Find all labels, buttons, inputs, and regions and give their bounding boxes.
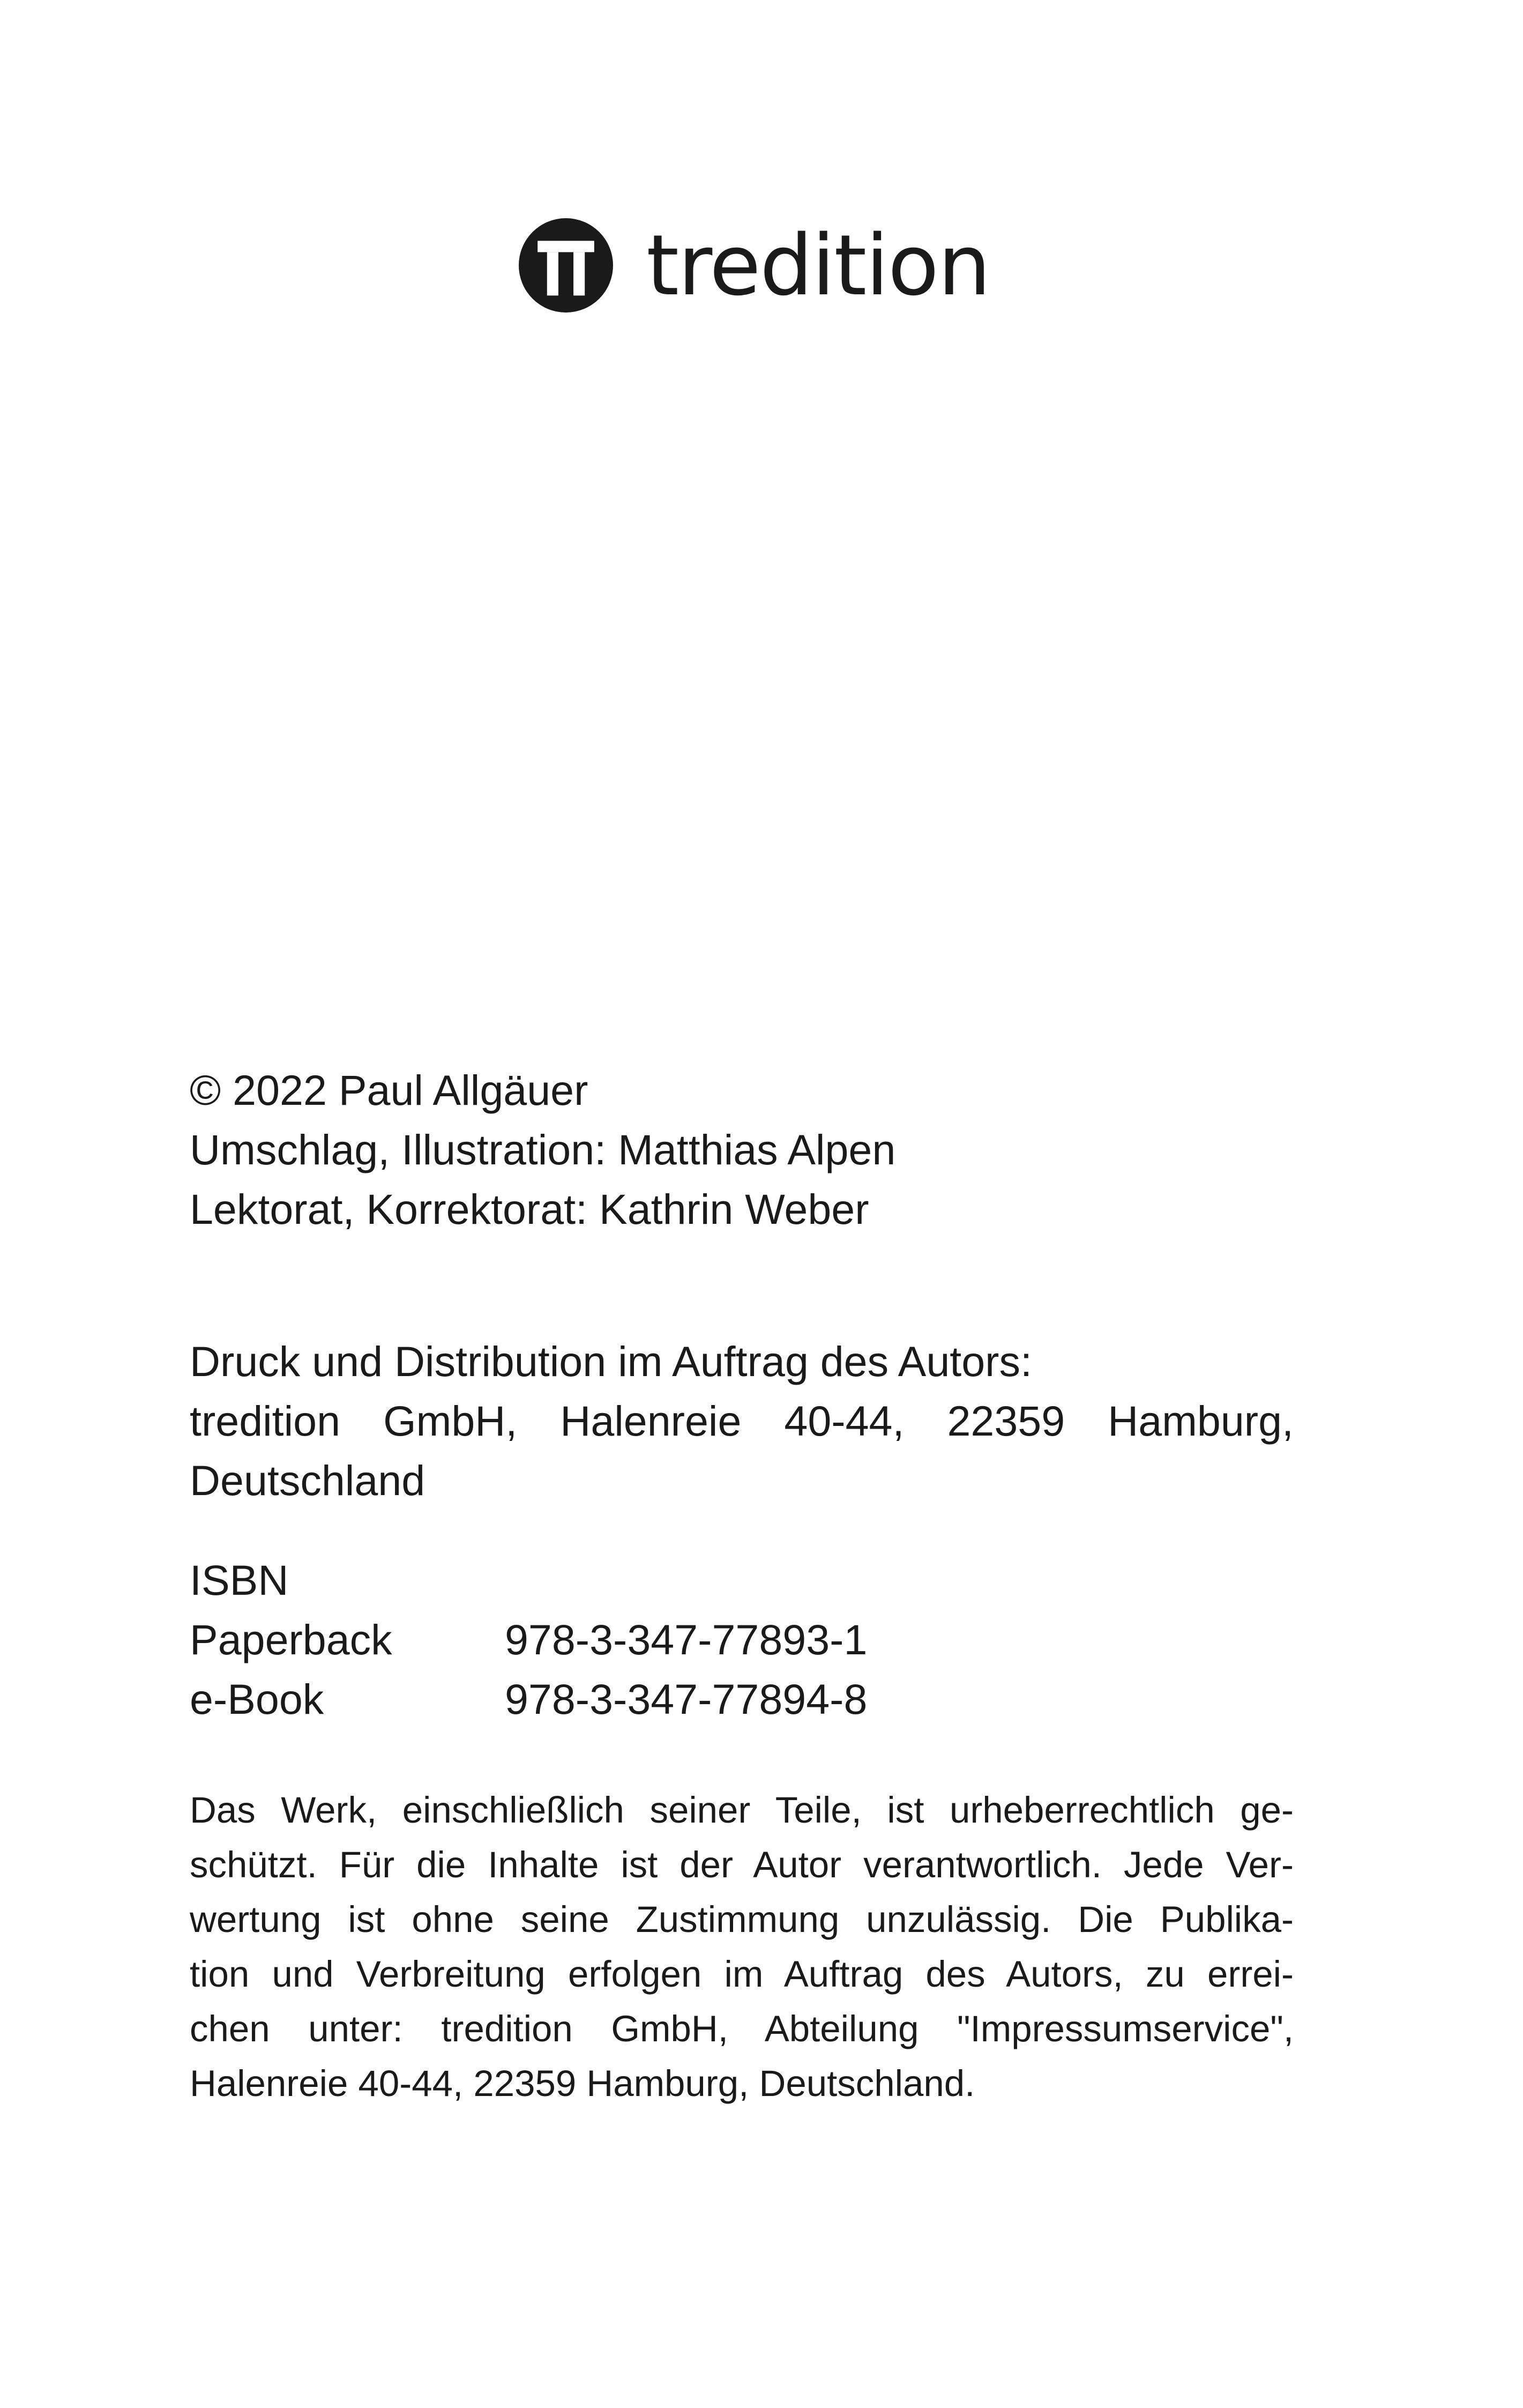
distribution-block	[190, 1332, 1294, 1510]
publisher-logo	[519, 217, 990, 314]
legal-line: Halenreie 40-44, 22359 Hamburg, Deutschland.	[190, 2063, 975, 2104]
cover-credit-line: Umschlag, Illustration: Matthias Alpen	[190, 1126, 896, 1173]
isbn-number: 978-3-347-77894-8	[505, 1675, 868, 1723]
isbn-number: 978-3-347-77893-1	[505, 1616, 868, 1663]
isbn-row-paperback	[190, 1610, 1294, 1669]
isbn-type: Paperback	[190, 1616, 392, 1663]
distribution-country: Deutschland	[190, 1456, 425, 1504]
legal-line: Das Werk, einschließlich seiner Teile, ist urheberrechtlich ge-	[190, 1789, 1294, 1831]
logo-wordmark: tredition	[646, 217, 990, 314]
isbn-label: ISBN	[190, 1556, 289, 1604]
legal-notice	[190, 1783, 1294, 2111]
editing-credit-line: Lektorat, Korrektorat: Kathrin Weber	[190, 1185, 869, 1233]
legal-line: wertung ist ohne seine Zustimmung unzulässig. Die Publika-	[190, 1899, 1294, 1940]
isbn-row-ebook	[190, 1669, 1294, 1729]
isbn-type: e-Book	[190, 1675, 324, 1723]
distribution-heading: Druck und Distribution im Auftrag des Autors:	[190, 1337, 1032, 1385]
legal-line: schützt. Für die Inhalte ist der Autor verantwortlich. Jede Ver-	[190, 1844, 1294, 1885]
credits-block	[190, 1060, 1294, 1239]
tredition-logo-icon	[519, 218, 613, 313]
legal-line: tion und Verbreitung erfolgen im Auftrag des Autors, zu errei-	[190, 1953, 1294, 1995]
copyright-line: © 2022 Paul Allgäuer	[190, 1066, 588, 1114]
distribution-address: tredition GmbH, Halenreie 40-44, 22359 Hamburg,	[190, 1397, 1294, 1445]
legal-line: chen unter: tredition GmbH, Abteilung "Impressumservice",	[190, 2008, 1294, 2049]
isbn-block	[190, 1550, 1294, 1729]
